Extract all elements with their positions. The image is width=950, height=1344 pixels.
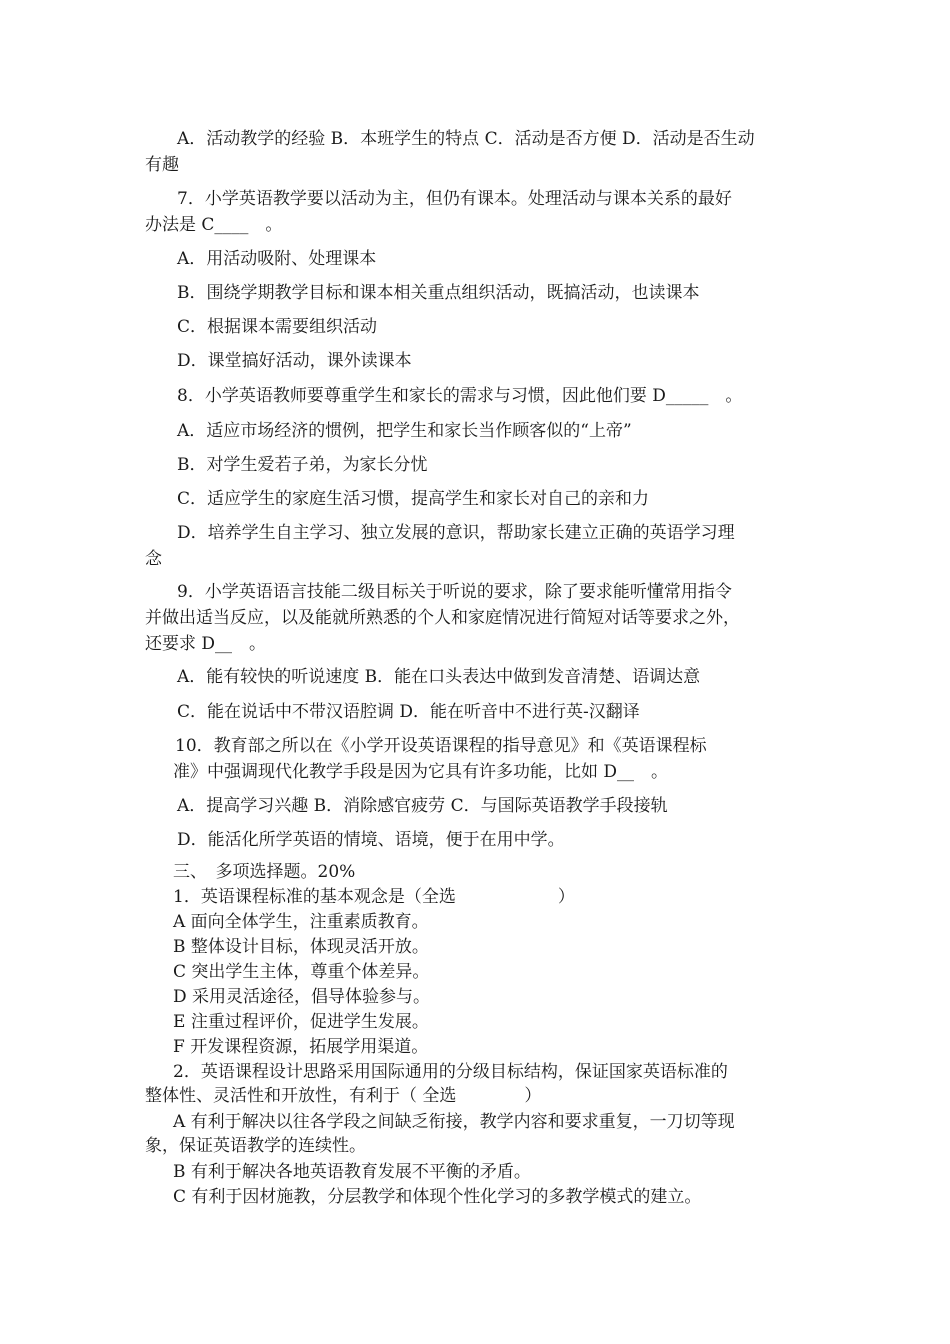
q7-option-d: D．课堂搞好活动，课外读课本 [177,351,412,371]
question-10-line1: 10．教育部之所以在《小学开设英语课程的指导意见》和《英语课程标 [175,736,707,756]
question-9 [145,579,805,657]
multi-question-1: 1．英语课程标准的基本观念是（全选 ） [173,887,575,907]
question-7 [145,186,805,238]
section-3-heading: 三、 多项选择题。20% [173,862,356,882]
q10-options-abc: A．提高学习兴趣 B．消除感官疲劳 C．与国际英语教学手段接轨 [177,796,668,816]
m1-option-b: B 整体设计目标，体现灵活开放。 [173,937,429,957]
q6-options [145,126,805,178]
q9-options-ab: A．能有较快的听说速度 B．能在口头表达中做到发音清楚、语调达意 [177,667,701,687]
q8-option-a: A．适应市场经济的惯例，把学生和家长当作顾客似的“上帝” [177,421,632,441]
q8-option-d [145,520,805,572]
q8-option-c: C．适应学生的家庭生活习惯，提高学生和家长对自己的亲和力 [177,489,650,509]
question-7-line1: 7．小学英语教学要以活动为主，但仍有课本。处理活动与课本关系的最好 [177,189,732,209]
question-9-line3: 还要求 D__ 。 [145,634,267,654]
question-10-line2: 准》中强调现代化教学手段是因为它具有许多功能，比如 D__ 。 [173,762,669,782]
question-7-line2: 办法是 C____ 。 [145,215,283,235]
m1-option-c: C 突出学生主体，尊重个体差异。 [173,962,430,982]
question-10 [145,733,805,785]
q8-option-d-line1: D．培养学生自主学习、独立发展的意识，帮助家长建立正确的英语学习理 [177,523,735,543]
m1-option-d: D 采用灵活途径，倡导体验参与。 [173,987,431,1007]
q8-option-b: B．对学生爱若子弟，为家长分忧 [177,455,428,475]
q8-option-d-line2: 念 [145,549,162,569]
multi-question-2-line1: 2．英语课程设计思路采用国际通用的分级目标结构，保证国家英语标准的 [173,1062,728,1082]
m2-option-a-line2: 象，保证英语教学的连续性。 [145,1136,366,1156]
q7-option-b: B．围绕学期教学目标和课本相关重点组织活动，既搞活动，也读课本 [177,283,700,303]
m2-option-c: C 有利于因材施教，分层教学和体现个性化学习的多教学模式的建立。 [173,1187,702,1207]
question-9-line2: 并做出适当反应，以及能就所熟悉的个人和家庭情况进行简短对话等要求之外， [145,608,740,628]
m2-option-b: B 有利于解决各地英语教育发展不平衡的矛盾。 [173,1162,531,1182]
m1-option-f: F 开发课程资源，拓展学用渠道。 [173,1037,429,1057]
question-9-line1: 9．小学英语语言技能二级目标关于听说的要求，除了要求能听懂常用指令 [177,582,732,602]
q7-option-a: A．用活动吸附、处理课本 [177,249,377,269]
m2-option-a [145,1110,805,1158]
q10-option-d: D．能活化所学英语的情境、语境，便于在用中学。 [177,830,565,850]
q6-options-line1: A．活动教学的经验 B．本班学生的特点 C．活动是否方便 D．活动是否生动 [177,129,755,149]
m1-option-e: E 注重过程评价，促进学生发展。 [173,1012,429,1032]
multi-question-2-line2: 整体性、灵活性和开放性，有利于（ 全选 ） [145,1086,542,1106]
q7-option-c: C．根据课本需要组织活动 [177,317,378,337]
question-8: 8．小学英语教师要尊重学生和家长的需求与习惯，因此他们要 D_____ 。 [177,386,743,406]
m1-option-a: A 面向全体学生，注重素质教育。 [173,912,429,932]
q9-options-cd: C．能在说话中不带汉语腔调 D．能在听音中不进行英-汉翻译 [177,702,640,722]
q6-options-line2: 有趣 [145,155,179,175]
multi-question-2 [145,1060,805,1108]
m2-option-a-line1: A 有利于解决以往各学段之间缺乏衔接，教学内容和要求重复，一刀切等现 [173,1112,735,1132]
